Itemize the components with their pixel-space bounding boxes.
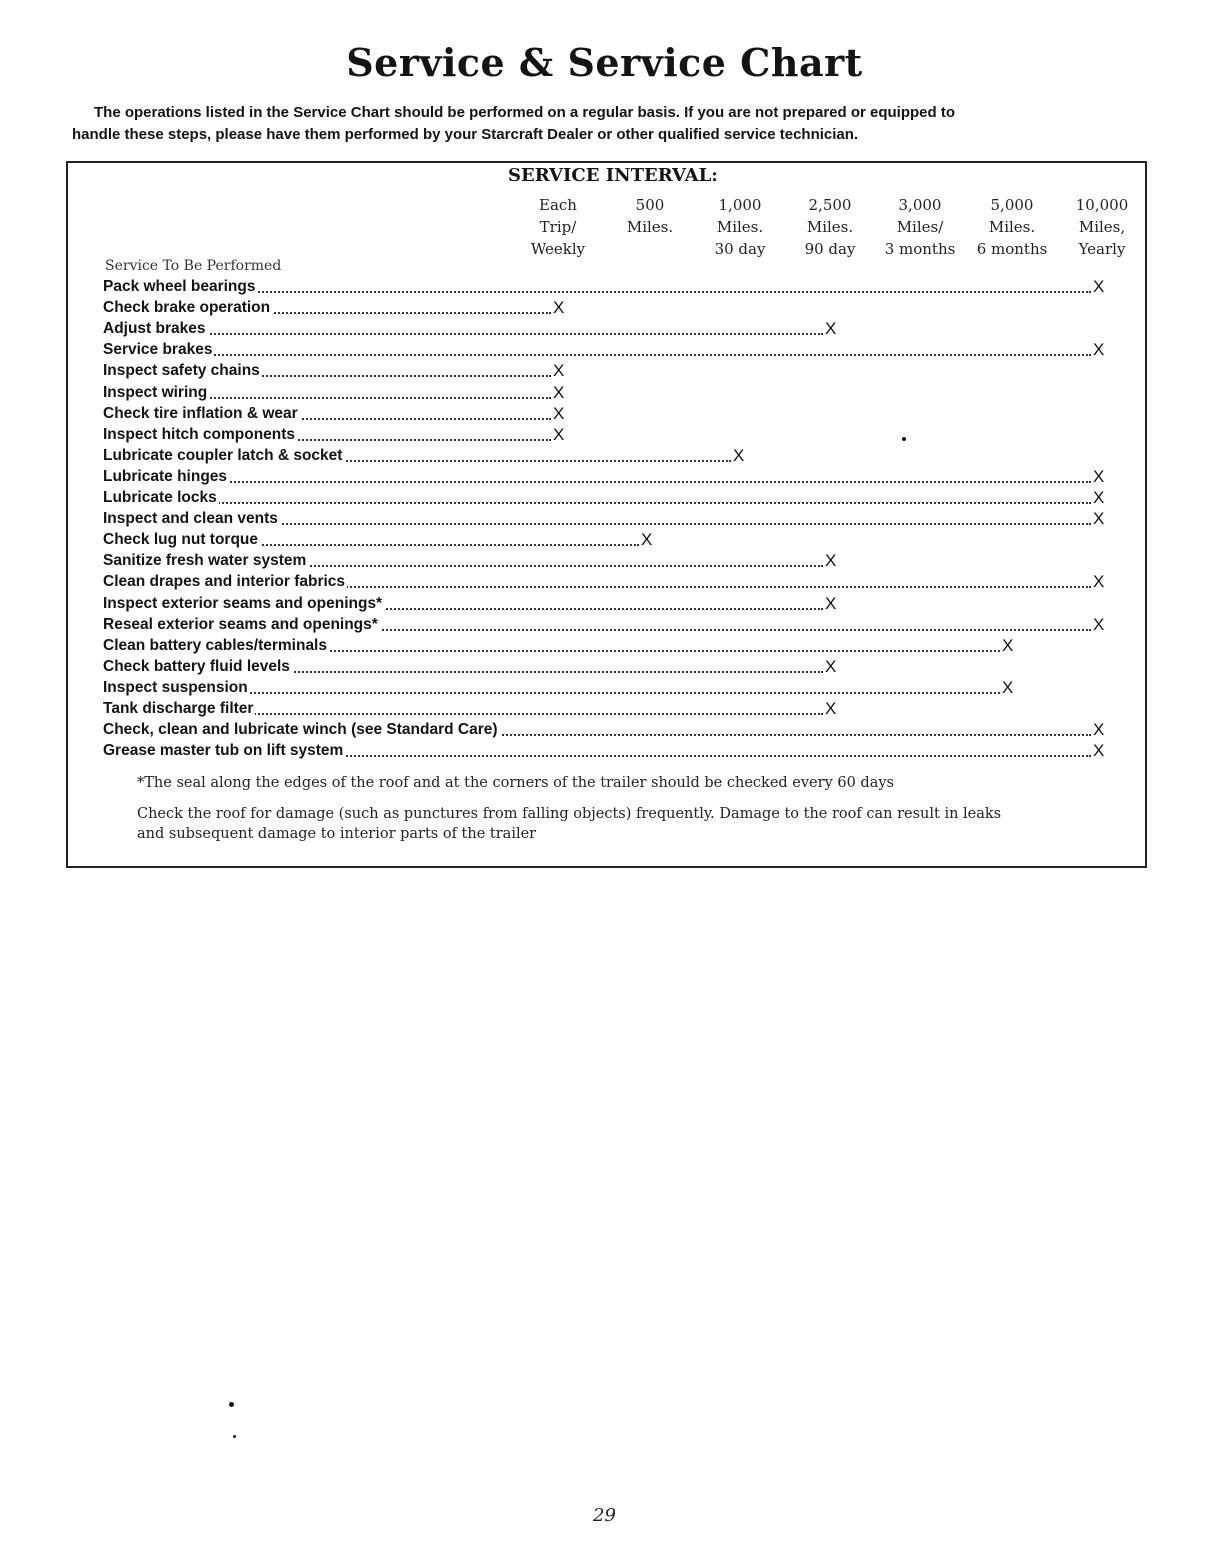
intro-line-2: handle these steps, please have them performed by your Starcraft Dealer or other qualified service technician. bbox=[72, 126, 859, 143]
roof-note-line-1: Check the roof for damage (such as punctures from falling objects) frequently. Damage to the roof can result in leaks bbox=[137, 806, 1002, 822]
service-row bbox=[103, 550, 1103, 571]
service-item-label: Lubricate hinges bbox=[103, 467, 228, 485]
service-item-label: Service brakes bbox=[103, 341, 213, 359]
service-row bbox=[103, 403, 1103, 424]
interval-header-line: 5,000 bbox=[990, 196, 1034, 214]
interval-header-line: 1,000 bbox=[718, 196, 762, 214]
service-item-label: Tank discharge filter bbox=[103, 700, 254, 717]
interval-column-header bbox=[1057, 194, 1147, 260]
service-item-label: Check lug nut torque bbox=[103, 531, 258, 549]
service-row bbox=[103, 593, 1103, 614]
service-row bbox=[103, 508, 1103, 529]
service-row bbox=[103, 529, 1103, 550]
interval-mark: X bbox=[1002, 635, 1014, 655]
interval-mark: X bbox=[1093, 277, 1105, 296]
service-row bbox=[103, 677, 1103, 698]
service-item-label: Reseal exterior seams and openings* bbox=[103, 615, 378, 633]
interval-mark: X bbox=[1093, 340, 1105, 360]
service-item-label: Inspect wiring bbox=[103, 383, 208, 401]
service-item-label: Clean drapes and interior fabrics bbox=[103, 573, 346, 591]
interval-header-line: Miles, bbox=[1078, 218, 1126, 236]
service-item-label: Inspect and clean vents bbox=[103, 510, 278, 528]
intro-paragraph bbox=[72, 102, 1167, 146]
interval-column-header bbox=[967, 194, 1057, 260]
interval-header-line: 2,500 bbox=[808, 196, 852, 214]
interval-column-header bbox=[605, 194, 695, 260]
interval-header-line: Miles. bbox=[626, 218, 674, 236]
interval-header-line: 3,000 bbox=[898, 196, 942, 214]
intro-line-1: The operations listed in the Service Chart should be performed on a regular basis. If you are not prepared or equipped to bbox=[94, 104, 955, 121]
interval-header-line: 3 months bbox=[884, 240, 956, 258]
service-row bbox=[103, 276, 1103, 297]
service-row bbox=[103, 740, 1103, 761]
interval-mark: X bbox=[1093, 741, 1105, 761]
interval-mark: X bbox=[553, 424, 565, 444]
service-item-label: Check brake operation bbox=[103, 299, 271, 317]
interval-mark: X bbox=[1002, 677, 1014, 697]
interval-header-line: Weekly bbox=[530, 240, 586, 258]
service-row bbox=[103, 466, 1103, 487]
service-row bbox=[103, 656, 1103, 677]
roof-note-line-2: and subsequent damage to interior parts of the trailer bbox=[137, 826, 537, 842]
stray-mark bbox=[902, 437, 906, 441]
interval-header-line: Trip/ bbox=[539, 218, 577, 236]
service-row bbox=[103, 360, 1103, 381]
service-to-be-performed-label: Service To Be Performed bbox=[105, 258, 282, 274]
service-item-label: Sanitize fresh water system bbox=[103, 552, 307, 570]
service-item-label: Check tire inflation & wear bbox=[103, 404, 298, 422]
leader-dots bbox=[103, 481, 1091, 483]
interval-mark: X bbox=[1093, 720, 1105, 740]
interval-mark: X bbox=[825, 319, 837, 339]
service-item-label: Inspect safety chains bbox=[103, 362, 260, 380]
interval-mark: X bbox=[641, 530, 653, 550]
interval-mark: X bbox=[825, 593, 837, 613]
interval-column-header bbox=[785, 194, 875, 260]
service-item-label: Inspect suspension bbox=[103, 678, 248, 696]
service-row bbox=[103, 719, 1103, 740]
stray-mark bbox=[229, 1402, 234, 1407]
interval-header-line: 500 bbox=[635, 196, 665, 214]
service-row bbox=[103, 445, 1103, 466]
leader-dots bbox=[103, 333, 823, 335]
interval-mark: X bbox=[553, 298, 565, 318]
interval-header-line: Miles. bbox=[806, 218, 854, 236]
service-item-label: Lubricate coupler latch & socket bbox=[103, 446, 343, 464]
leader-dots bbox=[103, 502, 1091, 504]
service-item-label: Inspect exterior seams and openings* bbox=[103, 594, 383, 612]
interval-header-line: 6 months bbox=[976, 240, 1048, 258]
interval-header-line: Miles/ bbox=[896, 218, 944, 236]
service-item-label: Grease master tub on lift system bbox=[103, 742, 344, 760]
interval-mark: X bbox=[553, 382, 565, 402]
leader-dots bbox=[103, 354, 1091, 356]
service-row bbox=[103, 339, 1103, 360]
stray-mark bbox=[233, 1435, 236, 1438]
service-row bbox=[103, 571, 1103, 592]
service-row bbox=[103, 297, 1103, 318]
service-row bbox=[103, 487, 1103, 508]
service-item-label: Lubricate locks bbox=[103, 489, 217, 506]
service-item-label: Pack wheel bearings bbox=[103, 278, 256, 295]
interval-column-header bbox=[875, 194, 965, 260]
interval-mark: X bbox=[1093, 488, 1105, 507]
interval-mark: X bbox=[553, 361, 565, 381]
interval-header-line: Yearly bbox=[1078, 240, 1126, 258]
interval-mark: X bbox=[553, 403, 565, 423]
service-item-label: Check battery fluid levels bbox=[103, 657, 290, 675]
interval-header-line: 10,000 bbox=[1075, 196, 1129, 214]
interval-mark: X bbox=[1093, 614, 1105, 634]
interval-header-line: Miles. bbox=[988, 218, 1036, 236]
service-item-label: Adjust brakes bbox=[103, 320, 206, 338]
service-interval-title: SERVICE INTERVAL: bbox=[508, 165, 718, 186]
interval-mark: X bbox=[1093, 509, 1105, 529]
interval-header-line: 90 day bbox=[804, 240, 856, 258]
service-item-label: Inspect hitch components bbox=[103, 425, 296, 443]
service-row bbox=[103, 698, 1103, 719]
interval-header-line: Each bbox=[539, 196, 577, 214]
service-row bbox=[103, 424, 1103, 445]
interval-mark: X bbox=[825, 699, 837, 718]
interval-mark: X bbox=[733, 445, 745, 465]
interval-mark: X bbox=[1093, 572, 1105, 592]
service-row bbox=[103, 635, 1103, 656]
page-title: Service & Service Chart bbox=[346, 40, 863, 85]
interval-mark: X bbox=[1093, 466, 1105, 486]
service-row bbox=[103, 382, 1103, 403]
interval-header-line: 30 day bbox=[714, 240, 766, 258]
service-row bbox=[103, 318, 1103, 339]
interval-mark: X bbox=[825, 656, 837, 676]
seal-footnote: *The seal along the edges of the roof and at the corners of the trailer should be checked every 60 days bbox=[137, 775, 894, 791]
interval-header-line bbox=[605, 238, 695, 260]
service-row bbox=[103, 614, 1103, 635]
interval-column-header bbox=[695, 194, 785, 260]
service-item-label: Check, clean and lubricate winch (see Standard Care) bbox=[103, 721, 498, 739]
service-item-label: Clean battery cables/terminals bbox=[103, 636, 327, 654]
interval-column-header bbox=[513, 194, 603, 260]
interval-header-line: Miles. bbox=[716, 218, 764, 236]
page-number: 29 bbox=[593, 1505, 616, 1526]
interval-mark: X bbox=[825, 551, 837, 571]
